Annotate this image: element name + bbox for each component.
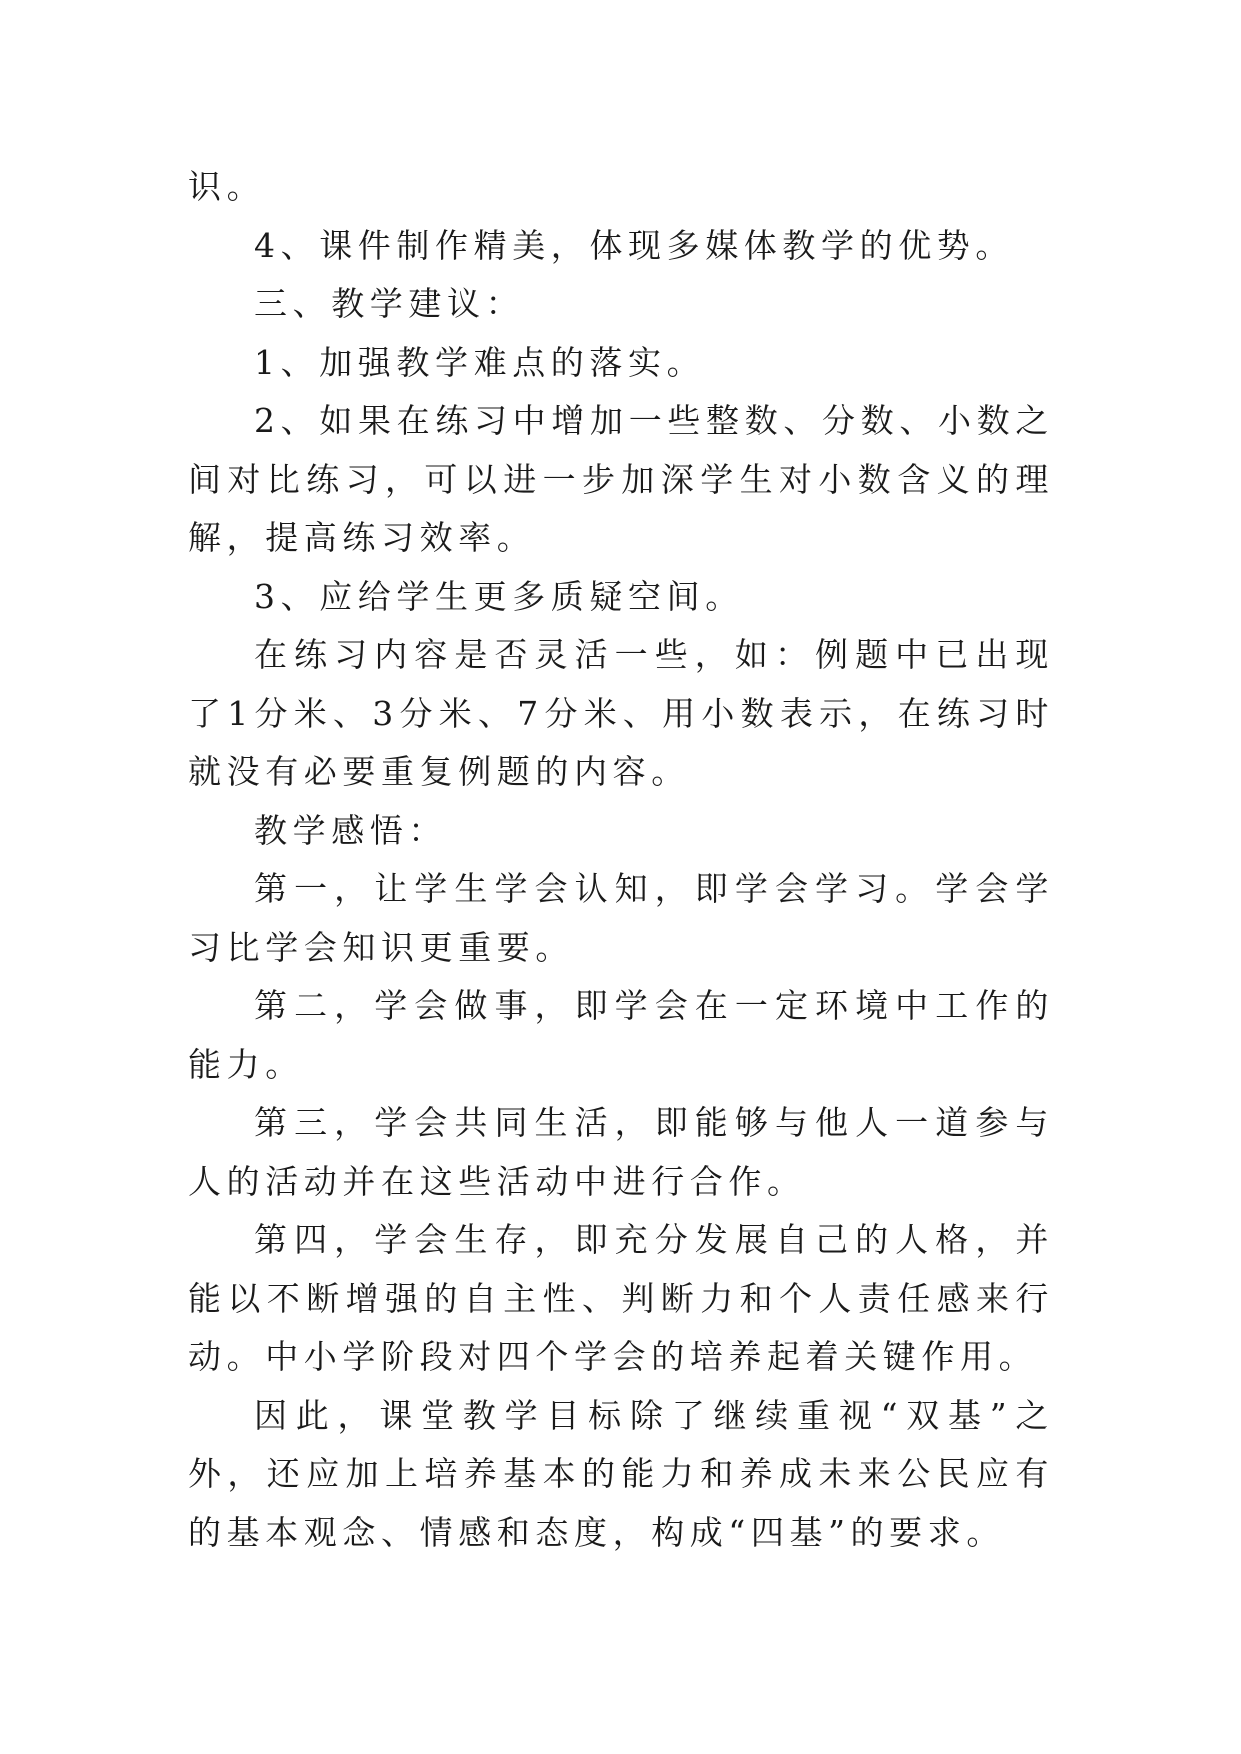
paragraph-suggestion-3: 3、应给学生更多质疑空间。 bbox=[254, 576, 744, 616]
paragraph-suggestion-2: 2、如果在练习中增加一些整数、分数、小数之间对比练习，可以进一步加深学生对小数含义的理解，提高练习效率。 bbox=[188, 401, 1054, 557]
paragraph-exercise-content: 在练习内容是否灵活一些，如：例题中已出现了1分米、3分米、7分米、用小数表示，在练习时就没有必要重复例题的内容。 bbox=[188, 635, 1054, 791]
paragraph-continuation: 识。 bbox=[188, 167, 266, 206]
paragraph-courseware: 4、课件制作精美，体现多媒体教学的优势。 bbox=[254, 225, 1014, 265]
section-heading-teaching-suggestions: 三、教学建议： bbox=[254, 284, 525, 323]
section-heading-teaching-reflection: 教学感悟： bbox=[254, 810, 447, 850]
paragraph-conclusion: 因此，课堂教学目标除了继续重视“双基”之外，还应加上培养基本的能力和养成未来公民应有的基本观念、情感和态度，构成“四基”的要求。 bbox=[188, 1395, 1054, 1552]
document-body bbox=[188, 158, 1054, 1562]
paragraph-third: 第三，学会共同生活，即能够与他人一道参与人的活动并在这些活动中进行合作。 bbox=[188, 1103, 1054, 1201]
paragraph-suggestion-1: 1、加强教学难点的落实。 bbox=[254, 342, 706, 382]
paragraph-second: 第二，学会做事，即学会在一定环境中工作的能力。 bbox=[188, 986, 1054, 1084]
paragraph-first: 第一，让学生学会认知，即学会学习。学会学习比学会知识更重要。 bbox=[188, 869, 1054, 967]
paragraph-fourth: 第四，学会生存，即充分发展自己的人格，并能以不断增强的自主性、判断力和个人责任感来行动。中小学阶段对四个学会的培养起着关键作用。 bbox=[188, 1220, 1054, 1376]
